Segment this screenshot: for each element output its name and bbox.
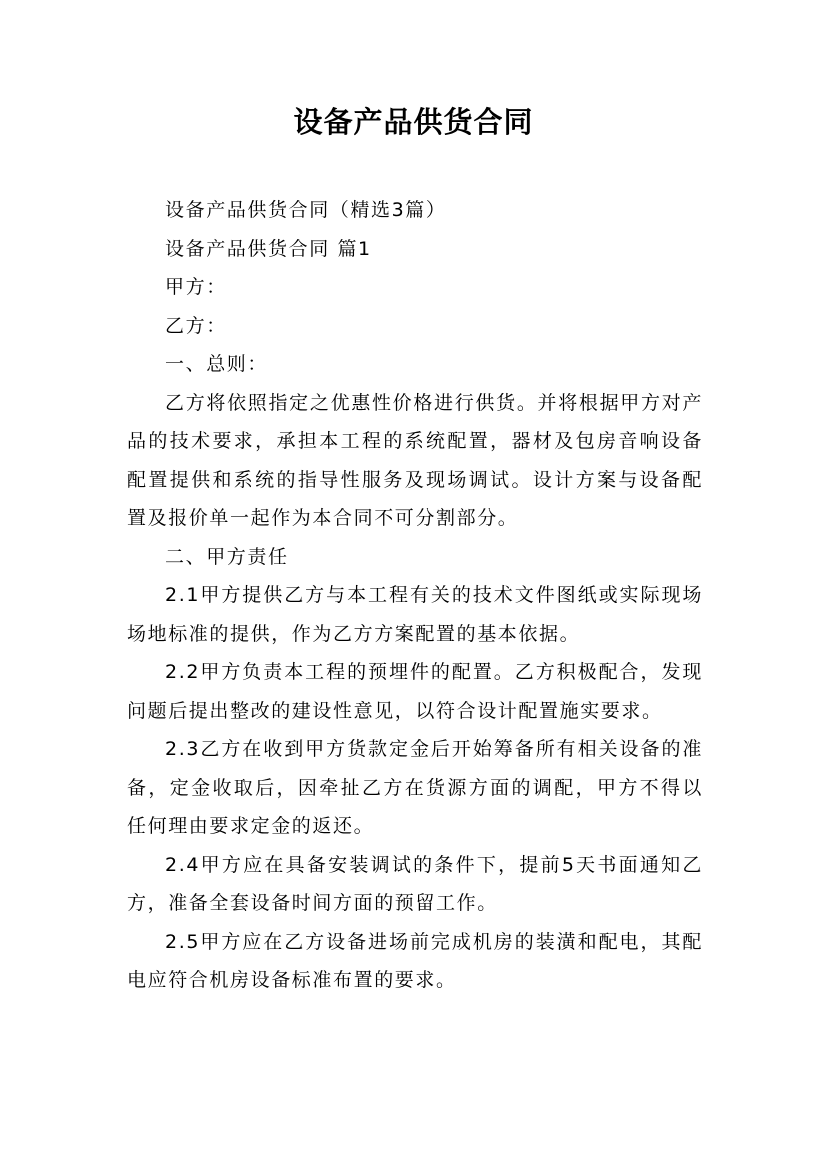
party-a-line: 甲方： <box>165 276 227 298</box>
clause-paragraph: 2.5甲方应在乙方设备进场前完成机房的装潢和配电，其配电应符合机房设备标准布置的要求。 <box>127 930 703 991</box>
party-b-line: 乙方： <box>165 314 227 337</box>
clause-paragraph: 2.4甲方应在具备安装调试的条件下，提前5天书面通知乙方，准备全套设备时间方面的预留工作。 <box>127 853 703 914</box>
clause-paragraph: 2.2甲方负责本工程的预埋件的配置。乙方积极配合，发现问题后提出整改的建设性意见，以符合设计配置施实要求。 <box>127 661 703 722</box>
general-paragraph: 乙方将依照指定之优惠性价格进行供货。并将根据甲方对产品的技术要求，承担本工程的系统配置，器材及包房音响设备配置提供和系统的指导性服务及现场调试。设计方案与设备配置及报价单一起作为本合同不可分割部分。 <box>127 391 703 529</box>
section-heading: 设备产品供货合同 篇1 <box>165 237 372 260</box>
party-a-duties-heading: 二、甲方责任 <box>165 545 289 568</box>
subtitle-paragraph: 设备产品供货合同（精选3篇） <box>165 199 447 221</box>
general-heading: 一、总则： <box>165 353 269 375</box>
document-body <box>127 191 703 1000</box>
document-title: 设备产品供货合同 <box>293 105 534 139</box>
clause-paragraph: 2.1甲方提供乙方与本工程有关的技术文件图纸或实际现场场地标准的提供，作为乙方方案配置的基本依据。 <box>127 584 703 645</box>
clause-paragraph: 2.3乙方在收到甲方货款定金后开始筹备所有相关设备的准备，定金收取后，因牵扯乙方在货源方面的调配，甲方不得以任何理由要求定金的返还。 <box>127 738 703 837</box>
